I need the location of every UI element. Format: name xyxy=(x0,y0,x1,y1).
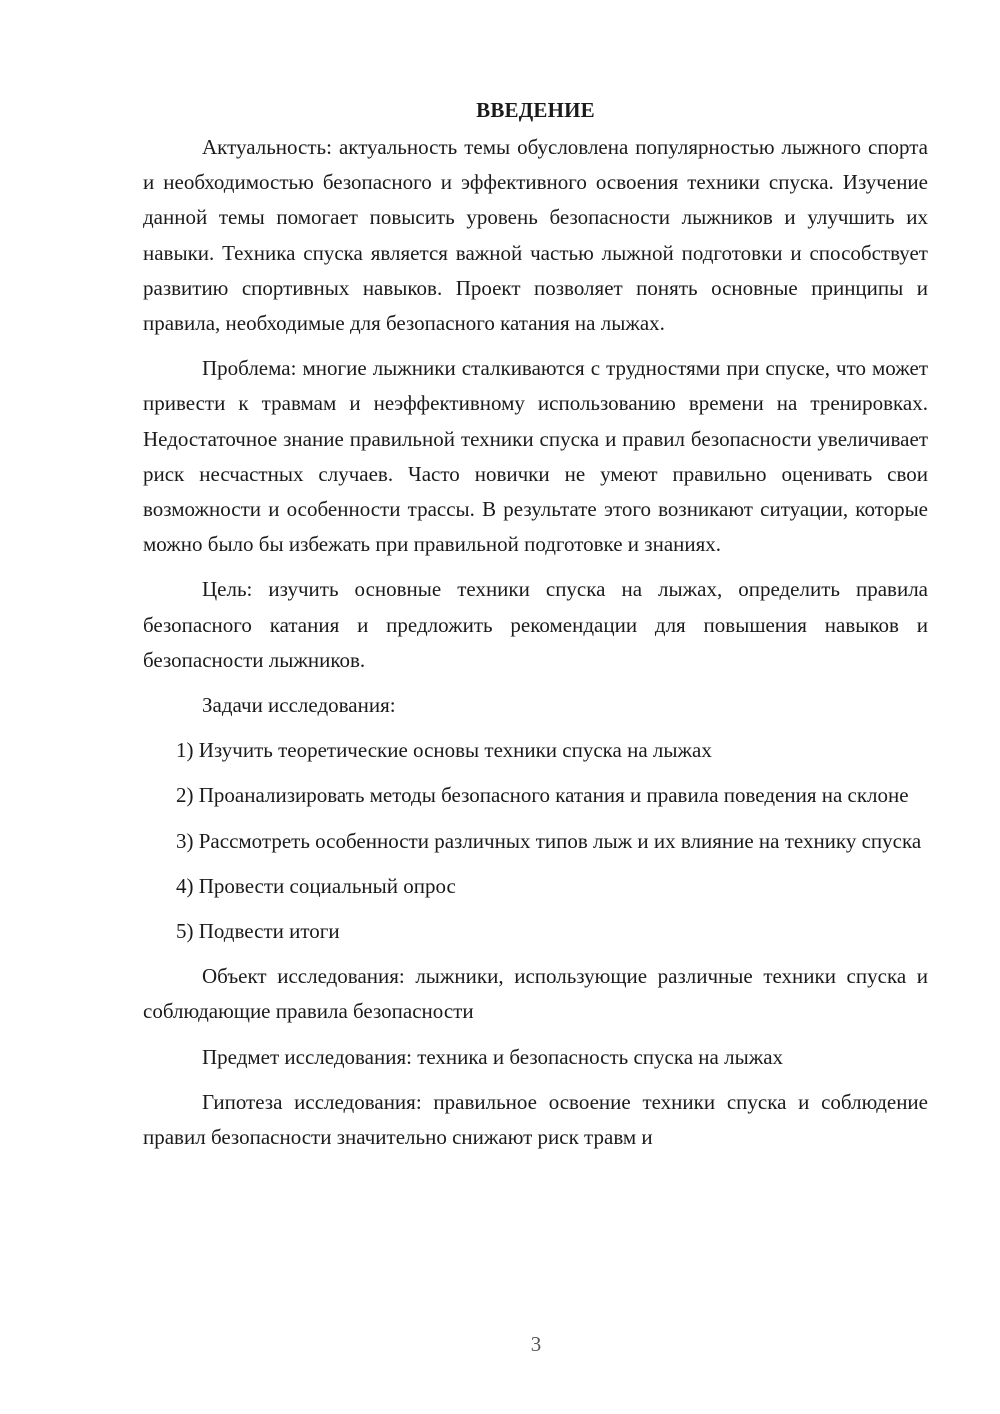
paragraph-relevance: Актуальность: актуальность темы обусловлена популярностью лыжного спорта и необходимостью безопасного и эффективного освоения техники спуска. Изучение данной темы помогает повысить уровень безопасности лыжников и улучшить их навыки. Техника спуска является важной частью лыжной подготовки и способствует развитию спортивных навыков. Проект позволяет понять основные принципы и правила, необходимые для безопасного катания на лыжах. xyxy=(143,135,928,336)
task-item-3: 3) Рассмотреть особенности различных типов лыж и их влияние на технику спуска xyxy=(176,828,922,853)
document-page xyxy=(143,92,928,1165)
paragraph-tasks-heading: Задачи исследования: xyxy=(202,693,396,718)
task-item-5: 5) Подвести итоги xyxy=(176,919,340,944)
section-title: ВВЕДЕНИЕ xyxy=(476,98,595,122)
task-item-4: 4) Провести социальный опрос xyxy=(176,873,456,898)
paragraph-subject: Предмет исследования: техника и безопасность спуска на лыжах xyxy=(202,1044,784,1069)
paragraph-hypothesis: Гипотеза исследования: правильное освоение техники спуска и соблюдение правил безопасности значительно снижают риск травм и xyxy=(143,1089,928,1150)
page-number: 3 xyxy=(530,1332,542,1356)
paragraph-problem: Проблема: многие лыжники сталкиваются с трудностями при спуске, что может привести к травмам и неэффективному использованию времени на тренировках. Недостаточное знание правильной техники спуска и правил безопасности увеличивает риск несчастных случаев. Часто новички не умеют правильно оценивать свои возможности и особенности трассы. В результате этого возникают ситуации, которые можно было бы избежать при правильной подготовке и знаниях. xyxy=(143,356,928,557)
paragraph-object: Объект исследования: лыжники, использующие различные техники спуска и соблюдающие правила безопасности xyxy=(143,964,928,1024)
task-item-2: 2) Проанализировать методы безопасного катания и правила поведения на склоне xyxy=(176,783,909,808)
paragraph-goal: Цель: изучить основные техники спуска на лыжах, определить правила безопасного катания и предложить рекомендации для повышения навыков и безопасности лыжников. xyxy=(143,577,928,672)
task-item-1: 1) Изучить теоретические основы техники спуска на лыжах xyxy=(176,738,712,763)
